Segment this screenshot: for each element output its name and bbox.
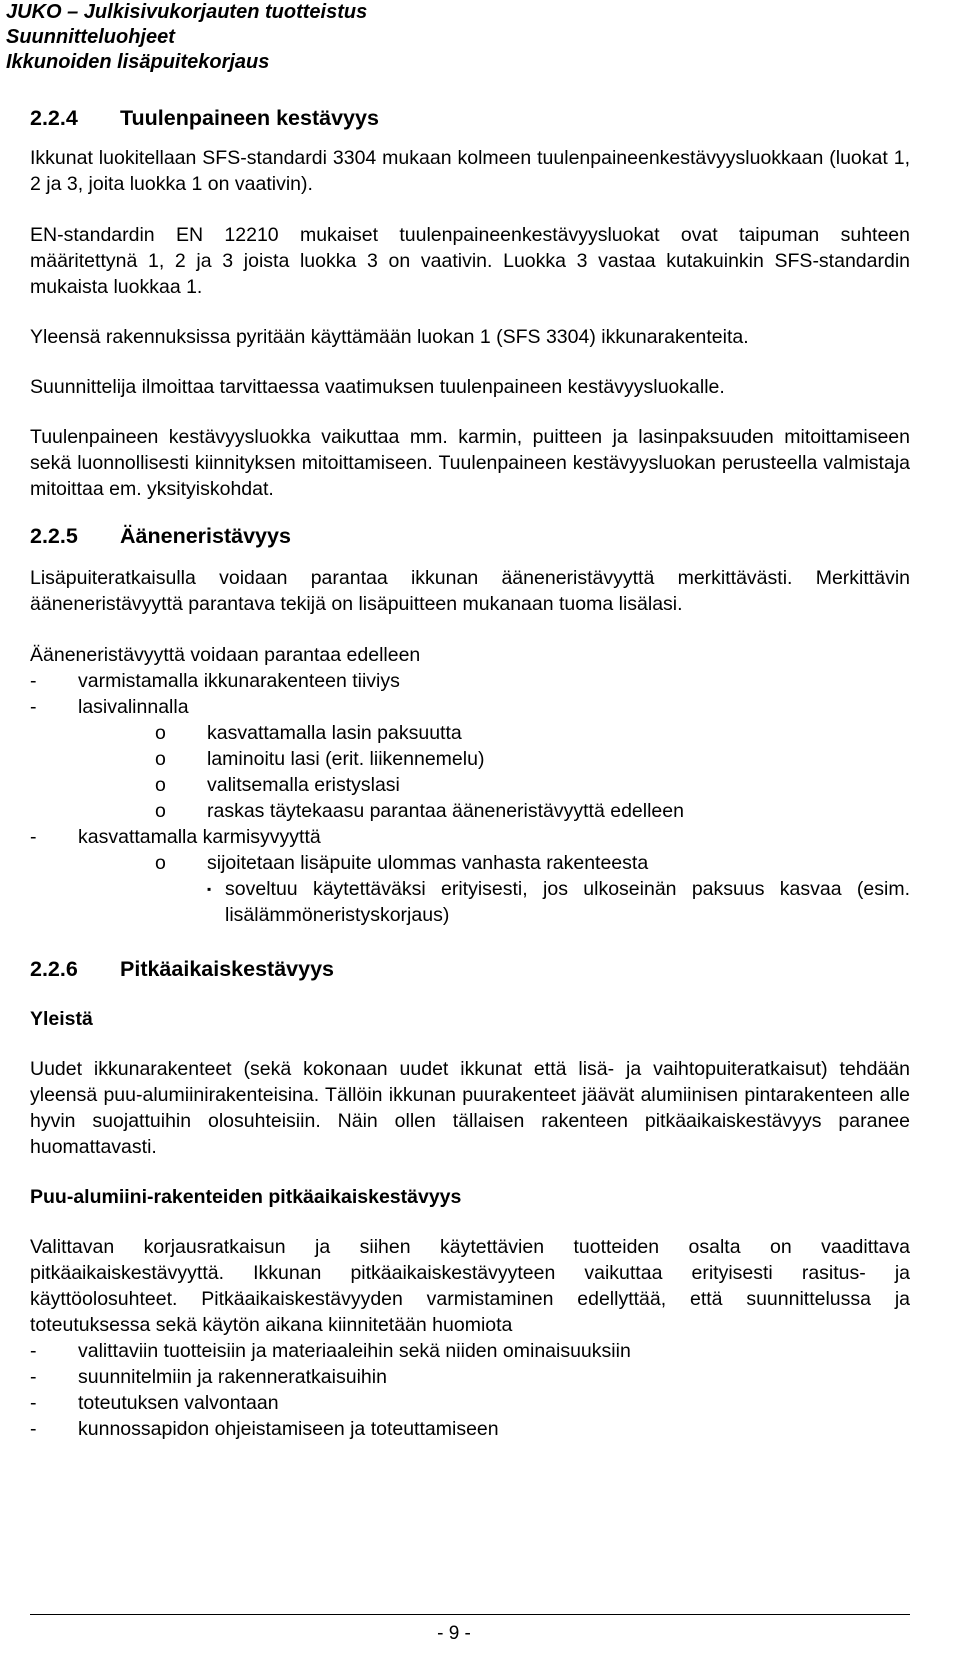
list-item: - lasivalinnalla [30, 696, 189, 718]
paragraph: Yleensä rakennuksissa pyritään käyttämään luokan 1 (SFS 3304) ikkunarakenteita. [30, 326, 749, 348]
section-title: Pitkäaikaiskestävyys [120, 957, 334, 981]
section-heading-2-2-6 [30, 954, 910, 984]
list-item: - suunnitelmiin ja rakenneratkaisuihin [30, 1366, 387, 1388]
running-header [6, 0, 367, 75]
circle-bullet: o [155, 800, 166, 822]
page-content [30, 103, 910, 1442]
list-item: - valittaviin tuotteisiin ja materiaaleihin sekä niiden ominaisuuksiin [30, 1340, 631, 1362]
section-heading-2-2-4 [30, 103, 910, 133]
list-item: - toteutuksen valvontaan [30, 1392, 279, 1414]
header-guide: Suunnitteluohjeet [6, 26, 175, 48]
page-number: - 9 - [437, 1623, 471, 1644]
dash-bullet: - [30, 670, 37, 692]
section-heading-2-2-5 [30, 521, 910, 551]
circle-bullet: o [155, 774, 166, 796]
section-title: Tuulenpaineen kestävyys [120, 106, 379, 130]
list-item: o sijoitetaan lisäpuite ulommas vanhasta rakenteesta [155, 852, 649, 874]
list-intro: Ääneneristävyyttä voidaan parantaa edelleen [30, 644, 421, 666]
list-item: ▪ soveltuu käytettäväksi erityisesti, jos ulkoseinän paksuus kasvaa (esim. lisälämmöneristyskorjaus) [207, 878, 910, 926]
list-item: - kunnossapidon ohjeistamiseen ja toteuttamiseen [30, 1418, 499, 1440]
dash-bullet: - [30, 1340, 37, 1362]
dash-bullet: - [30, 1392, 37, 1414]
square-bullet: ▪ [207, 882, 212, 896]
paragraph: Valittavan korjausratkaisun ja siihen käytettävien tuotteiden osalta on vaadittava pitkäaikaiskestävyyttä. Ikkunan pitkäaikaiskestävyyteen vaikuttaa erityisesti rasitus- ja käyttöolosuhteet. Pitkäaikaiskestävyyden varmistaminen edellyttää, että suunnittelussa ja toteutuksessa sekä käytön aikana kiinnitetään huomiota [30, 1236, 910, 1336]
subheading-wood-aluminium: Puu-alumiini-rakenteiden pitkäaikaiskestävyys [30, 1186, 462, 1208]
dash-bullet: - [30, 1366, 37, 1388]
list-item: o raskas täytekaasu parantaa ääneneristävyyttä edelleen [155, 800, 684, 822]
durability-list [30, 1338, 910, 1442]
list-item: o valitsemalla eristyslasi [155, 774, 400, 796]
section-number: 2.2.5 [30, 524, 78, 548]
list-item: o kasvattamalla lasin paksuutta [155, 722, 462, 744]
circle-bullet: o [155, 852, 166, 874]
paragraph: Uudet ikkunarakenteet (sekä kokonaan uudet ikkunat että lisä- ja vaihtopuiteratkaisut) tehdään yleensä puu-alumiinirakenteisina. Tällöin ikkunan puurakenteet jäävät alumiinisen pintarakenteen alle hyvin suojattuihin olosuhteisiin. Näin ollen tällaisen rakenteen pitkäaikaiskestävyys paranee huomattavasti. [30, 1058, 910, 1158]
header-project: JUKO – Julkisivukorjauten tuotteistus [6, 1, 368, 23]
list-item: - kasvattamalla karmisyvyyttä [30, 826, 321, 848]
footer-rule [30, 1614, 910, 1615]
paragraph: Lisäpuiteratkaisulla voidaan parantaa ikkunan ääneneristävyyttä merkittävästi. Merkittävin ääneneristävyyttä parantava tekijä on lisäpuitteen mukanaan tuoma lisälasi. [30, 567, 910, 615]
paragraph: EN-standardin EN 12210 mukaiset tuulenpaineenkestävyysluokat ovat taipuman suhteen määritettynä 1, 2 ja 3 joista luokka 3 on vaativin. Luokka 3 vastaa kutakuinkin SFS-standardin mukaista luokkaa 1. [30, 224, 910, 298]
list-item: o laminoitu lasi (erit. liikennemelu) [155, 748, 485, 770]
section-title: Ääneneristävyys [120, 524, 291, 548]
dash-bullet: - [30, 1418, 37, 1440]
list-item: - varmistamalla ikkunarakenteen tiiviys [30, 670, 400, 692]
section-number: 2.2.6 [30, 957, 78, 981]
dash-bullet: - [30, 696, 37, 718]
header-topic: Ikkunoiden lisäpuitekorjaus [6, 51, 270, 73]
paragraph: Tuulenpaineen kestävyysluokka vaikuttaa mm. karmin, puitteen ja lasinpaksuuden mitoittamiseen sekä luonnollisesti kiinnityksen mitoittamiseen. Tuulenpaineen kestävyysluokan perusteella valmistaja mitoittaa em. yksityiskohdat. [30, 426, 910, 500]
section-number: 2.2.4 [30, 106, 78, 130]
circle-bullet: o [155, 748, 166, 770]
sound-insulation-list [30, 668, 910, 928]
circle-bullet: o [155, 722, 166, 744]
subheading-general: Yleistä [30, 1008, 93, 1030]
dash-bullet: - [30, 826, 37, 848]
paragraph: Ikkunat luokitellaan SFS-standardi 3304 mukaan kolmeen tuulenpaineenkestävyysluokkaan (luokat 1, 2 ja 3, joita luokka 1 on vaativin). [30, 147, 910, 195]
paragraph: Suunnittelija ilmoittaa tarvittaessa vaatimuksen tuulenpaineen kestävyysluokalle. [30, 376, 725, 398]
